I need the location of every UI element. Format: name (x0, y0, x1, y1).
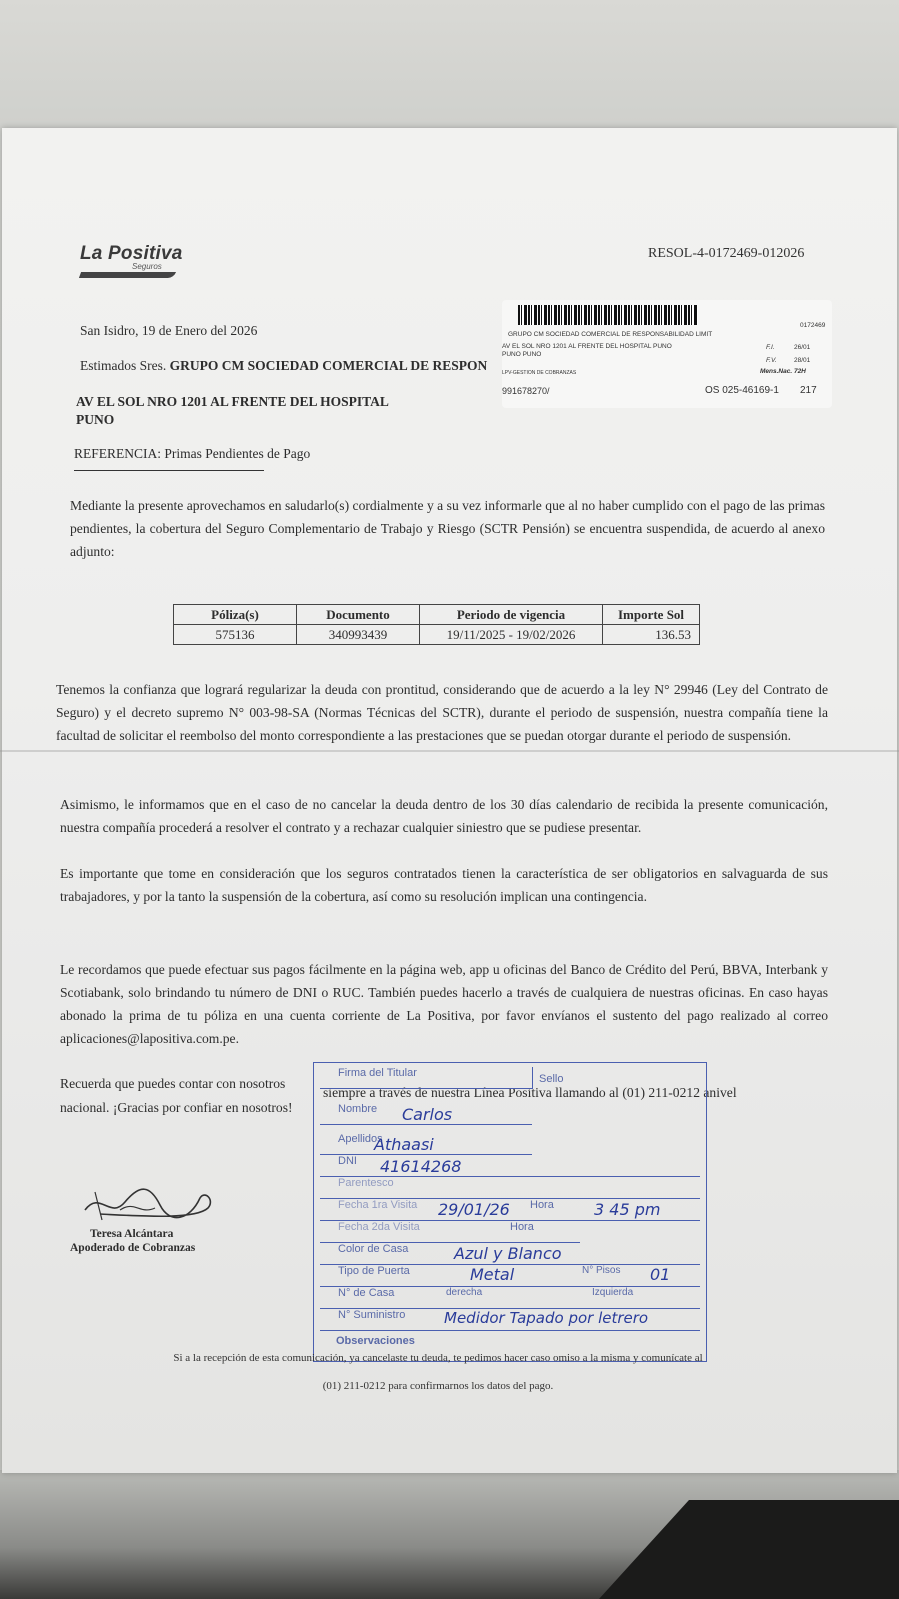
table-row (174, 625, 700, 645)
label-fi-value: 26/01 (794, 344, 811, 351)
stamp-npisos-label: N° Pisos (582, 1265, 621, 1276)
label-address1: AV EL SOL NRO 1201 AL FRENTE DEL HOSPITAL PUNO (502, 343, 672, 350)
paragraph-2: Tenemos la confianza que logrará regularizar la deuda con prontitud, considerando que de acuerdo a la ley N° 29946 (Ley del Contrato de Seguro) y el decreto supremo N° 003-98-SA (Normas Técnicas del SCTR), durante el periodo de suspensión, nuestra compañía tiene la facultad de solicitar el reembolso del monto correspondiente a las prestaciones que se puedan otorgar durante el periodo de suspensión. (56, 682, 828, 743)
hand-fecha1: 29/01/26 (438, 1200, 510, 1219)
cell-documento: 340993439 (297, 625, 420, 645)
stamp-hora2-label: Hora (510, 1221, 534, 1233)
signer-name: Teresa Alcántara (90, 1228, 174, 1240)
label-address2: PUNO PUNO (502, 351, 542, 358)
stamp-ncasa (320, 1287, 700, 1309)
cell-importe: 136.53 (603, 625, 700, 645)
stamp-derecha-label: derecha (446, 1287, 483, 1298)
label-os: OS 025-46169-1 (705, 385, 779, 396)
paragraph-5: Le recordamos que puede efectuar sus pagos fácilmente en la página web, app u oficinas del Banco de Crédito del Perú, BBVA, Interbank y Scotiabank, solo brindando tu número de DNI o RUC. También puedes hacerlo a través de cualquiera de nuestras oficinas. En caso hayas abonado la prima de tu póliza en una cuenta corriente de La Positiva, por favor envíanos el sustento del pago realizado al correo aplicaciones@lapositiva.com.pe. (60, 962, 828, 1046)
hand-color: Azul y Blanco (454, 1244, 562, 1263)
delivery-stamp (313, 1062, 707, 1362)
paragraph-4: Es importante que tome en consideración que los seguros contratados tienen la característica de ser obligatorios en salvaguarda de sus trabajadores, y por la tanto la suspensión de la cobertura, así como su resolución implican una contingencia. (60, 866, 828, 904)
hand-apellidos: Athaasi (374, 1135, 434, 1154)
stamp-firma-label: Firma del Titular (338, 1067, 417, 1079)
paragraph-6a: Recuerda que puedes contar con nosotros (60, 1076, 286, 1091)
paragraph-3: Asimismo, le informamos que en el caso de no cancelar la deuda dentro de los 30 días calendario de recibida la presente comunicación, nuestra compañía procederá a resolver el contrato y a rechazar cualquier siniestro que se pudiese presentar. (60, 797, 828, 835)
label-phone: 991678270/ (502, 386, 550, 396)
paragraph-6c: nacional. ¡Gracias por confiar en nosotros! (60, 1100, 293, 1115)
stamp-ncasa-label: N° de Casa (338, 1287, 395, 1299)
stamp-nombre-label: Nombre (338, 1103, 378, 1115)
stamp-fecha2-label: Fecha 2da Visita (338, 1221, 420, 1233)
policy-table (173, 604, 700, 645)
label-num: 217 (800, 385, 817, 396)
footer-line1: Si a la recepción de esta comunicación, ya cancelaste tu deuda, te pedimos hacer caso omiso a la misma y comunícate al (173, 1352, 703, 1364)
greeting-prefix: Estimados Sres. (80, 358, 167, 373)
reference: REFERENCIA: Primas Pendientes de Pago (74, 446, 311, 461)
label-code: 0172469 (800, 322, 826, 329)
label-fi: F.I. (766, 344, 775, 351)
stamp-hora1-label: Hora (530, 1199, 554, 1211)
address-line2: PUNO (76, 412, 115, 427)
stamp-izquierda-label: Izquierda (592, 1287, 634, 1298)
letter-date: San Isidro, 19 de Enero del 2026 (80, 323, 258, 338)
stamp-firma (320, 1067, 533, 1089)
logo-name: La Positiva (80, 243, 183, 264)
stamp-fecha1-label: Fecha 1ra Visita (338, 1199, 418, 1211)
footer-line2: (01) 211-0212 para confirmarnos los datos del pago. (322, 1380, 554, 1392)
address-label (502, 300, 832, 408)
reference-underline (74, 470, 264, 471)
resolution-code: RESOL-4-0172469-012026 (648, 246, 805, 261)
barcode-icon (518, 305, 698, 325)
stamp-parentesco-label: Parentesco (338, 1177, 394, 1189)
greeting (80, 358, 505, 374)
paragraph-6b: siempre a través de nuestra Línea Positiva llamando al (01) 211-0212 anivel (323, 1085, 737, 1100)
label-mens: Mens.Nac. 72H (760, 368, 806, 375)
paper-fold (0, 750, 899, 752)
label-gestion: LPV-GESTION DE COBRANZAS (502, 370, 577, 376)
stamp-parentesco (320, 1177, 700, 1199)
signer-role: Apoderado de Cobranzas (70, 1242, 196, 1254)
hand-dni: 41614268 (380, 1157, 462, 1176)
label-company: GRUPO CM SOCIEDAD COMERCIAL DE RESPONSABILIDAD LIMIT (508, 331, 713, 338)
stamp-apellidos-label: Apellidos (338, 1133, 383, 1145)
label-fv-value: 28/01 (794, 357, 811, 364)
cell-periodo: 19/11/2025 - 19/02/2026 (420, 625, 603, 645)
stamp-dni (320, 1155, 700, 1177)
logo-swoosh (79, 272, 176, 278)
paragraph-1: Mediante la presente aprovechamos en saludarlo(s) cordialmente y a su vez informarle que al no haber cumplido con el pago de las primas pendientes, la cobertura del Seguro Complementario de Trabajo y Riesgo (SCTR Pensión) se encuentra suspendida, de acuerdo al anexo adjunto: (70, 498, 825, 559)
label-fv: F.V. (766, 357, 777, 364)
la-positiva-logo (80, 243, 183, 278)
hand-puerta: Metal (470, 1265, 515, 1284)
logo-subtitle: Seguros (132, 262, 162, 271)
stamp-tipo-label: Tipo de Puerta (338, 1265, 410, 1277)
stamp-fecha2 (320, 1221, 580, 1243)
stamp-color-label: Color de Casa (338, 1243, 409, 1255)
signature-icon (80, 1180, 220, 1230)
table-header-row (174, 605, 700, 625)
stamp-suministro-label: N° Suministro (338, 1309, 406, 1321)
cell-poliza: 575136 (174, 625, 297, 645)
stamp-obs-label: Observaciones (336, 1335, 415, 1347)
header-documento: Documento (297, 605, 420, 625)
hand-pisos: 01 (650, 1265, 671, 1284)
stamp-dni-label: DNI (338, 1155, 357, 1167)
hand-nombre: Carlos (402, 1105, 453, 1124)
header-periodo: Periodo de vigencia (420, 605, 603, 625)
greeting-name: GRUPO CM SOCIEDAD COMERCIAL DE RESPON (169, 358, 488, 373)
header-poliza: Póliza(s) (174, 605, 297, 625)
hand-suministro: Medidor Tapado por letrero (444, 1309, 649, 1327)
stamp-sello-label: Sello (539, 1073, 564, 1085)
hand-hora1: 3 45 pm (594, 1200, 661, 1219)
address-line1: AV EL SOL NRO 1201 AL FRENTE DEL HOSPITAL (76, 394, 389, 409)
header-importe: Importe Sol (603, 605, 700, 625)
